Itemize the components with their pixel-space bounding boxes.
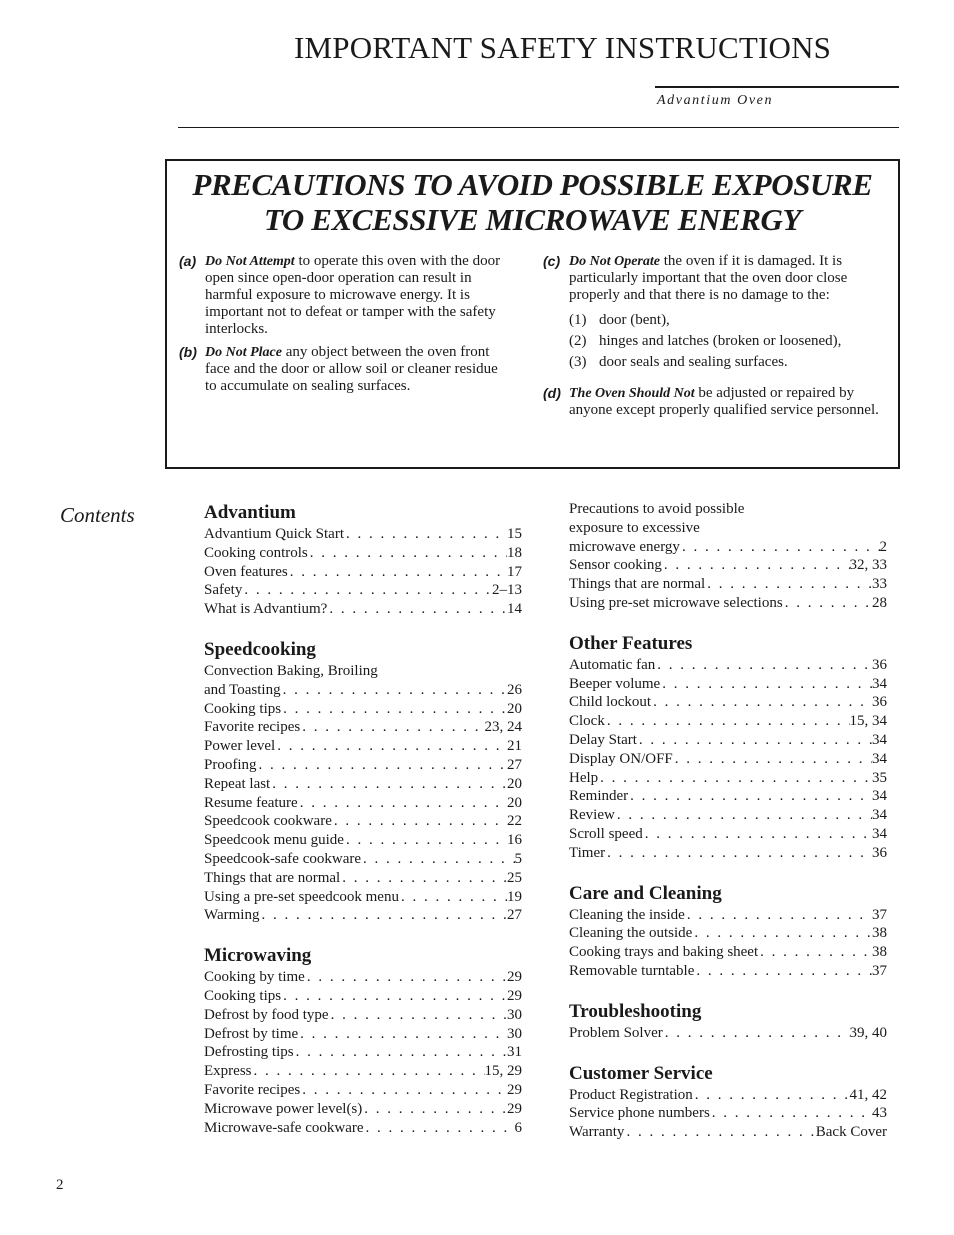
toc-entry xyxy=(204,1081,522,1100)
precautions-title-line2: TO EXCESSIVE MICROWAVE ENERGY xyxy=(263,202,802,237)
toc-entry-page: 30 xyxy=(507,1025,522,1042)
toc-entry-title: Resume feature xyxy=(204,794,298,811)
header-rule-short xyxy=(655,86,899,88)
precautions-title xyxy=(167,167,898,237)
toc-entry-title: Speedcook cookware xyxy=(204,813,332,830)
toc-entry-title: Sensor cooking xyxy=(569,557,662,574)
toc-leader-dots xyxy=(628,787,872,806)
toc-entry xyxy=(204,968,522,987)
toc-entry-page: 32, 33 xyxy=(849,557,887,574)
toc-entry-page: 14 xyxy=(507,601,522,618)
toc-entry-page: 36 xyxy=(872,694,887,711)
precaution-d-lead: The Oven Should Not xyxy=(569,386,695,401)
toc-leader-dots xyxy=(281,681,507,700)
toc-entry-page: 29 xyxy=(507,969,522,986)
toc-leader-dots xyxy=(643,825,872,844)
toc-leader-dots xyxy=(281,700,507,719)
toc-entry-page: 34 xyxy=(872,788,887,805)
toc-leader-dots xyxy=(399,888,507,907)
precaution-a xyxy=(179,253,509,338)
precaution-d xyxy=(543,385,888,419)
toc-section-microwaving xyxy=(204,943,522,1137)
toc-list xyxy=(569,656,887,863)
precaution-c-text: the oven if it is damaged. It is particularly important that the oven door close properly and that there is no damage to the: xyxy=(569,253,848,303)
toc-leader-dots xyxy=(298,1025,507,1044)
toc-entry-page: 34 xyxy=(872,731,887,748)
toc-entry-title: Microwave-safe cookware xyxy=(204,1119,364,1136)
toc-entry-page: 37 xyxy=(872,962,887,979)
toc-entry xyxy=(204,1100,522,1119)
toc-entry xyxy=(569,1024,887,1043)
page-subtitle: Advantium Oven xyxy=(657,93,774,108)
toc-entry-page: 26 xyxy=(507,681,522,698)
precautions-right-column xyxy=(543,253,888,425)
toc-entry-title: Beeper volume xyxy=(569,675,661,692)
toc-entry-title: Cleaning the inside xyxy=(569,906,685,923)
page-number: 2 xyxy=(56,1177,64,1193)
toc-heading: Care and Cleaning xyxy=(569,882,722,904)
toc-entry xyxy=(204,681,522,700)
toc-leader-dots xyxy=(783,594,872,613)
toc-leader-dots xyxy=(242,581,492,600)
toc-entry xyxy=(204,794,522,813)
toc-entry-title: Reminder xyxy=(569,788,629,805)
toc-entry-title: What is Advantium? xyxy=(204,601,328,618)
toc-entry-title: Warming xyxy=(204,907,260,924)
toc-entry xyxy=(204,525,522,544)
toc-leader-dots xyxy=(294,1043,507,1062)
toc-entry-page: 29 xyxy=(507,1100,522,1117)
toc-entry-title: Things that are normal xyxy=(204,869,341,886)
toc-leader-dots xyxy=(275,737,507,756)
toc-entry-page: 34 xyxy=(872,825,887,842)
toc-entry xyxy=(204,544,522,563)
toc-entry-page: 41, 42 xyxy=(849,1086,887,1103)
toc-entry xyxy=(204,906,522,925)
toc-entry xyxy=(204,1043,522,1062)
toc-entry-page: 29 xyxy=(507,1081,522,1098)
toc-entry-page: 36 xyxy=(872,656,887,673)
toc-entry-title: Favorite recipes xyxy=(204,719,301,736)
toc-entry-page: 2–13 xyxy=(492,582,522,599)
toc-entry-page: 15, 29 xyxy=(484,1063,522,1080)
toc-list xyxy=(569,1024,887,1043)
toc-entry-title: Clock xyxy=(569,713,605,730)
toc-entry-page: 34 xyxy=(872,750,887,767)
toc-leader-dots xyxy=(252,1062,485,1081)
toc-heading: Other Features xyxy=(569,632,693,654)
toc-entry-page: 18 xyxy=(507,544,522,561)
toc-entry-page: 2 xyxy=(879,538,887,555)
toc-entry xyxy=(569,712,887,731)
toc-entry-title: Microwave power level(s) xyxy=(204,1100,363,1117)
toc-leader-dots xyxy=(270,775,507,794)
toc-section-microwaving-continued xyxy=(569,500,887,613)
toc-list xyxy=(204,681,522,925)
toc-heading: Customer Service xyxy=(569,1062,713,1084)
toc-entry xyxy=(569,731,887,750)
toc-heading: Speedcooking xyxy=(204,638,316,660)
toc-entry-title: Repeat last xyxy=(204,775,271,792)
toc-entry xyxy=(204,737,522,756)
toc-entry-page: 38 xyxy=(872,925,887,942)
toc-entry-title: Using a pre-set speedcook menu xyxy=(204,888,399,905)
toc-entry-page: 6 xyxy=(514,1119,522,1136)
toc-entry xyxy=(569,594,887,613)
damage-item: (1) door (bent), xyxy=(569,312,670,328)
toc-leader-dots xyxy=(705,575,872,594)
toc-entry-page: 23, 24 xyxy=(484,719,522,736)
toc-leader-dots xyxy=(332,812,507,831)
toc-entry xyxy=(204,756,522,775)
toc-section-speedcooking xyxy=(204,637,522,925)
toc-entry xyxy=(204,1119,522,1138)
toc-entry xyxy=(204,775,522,794)
toc-section-customer-service xyxy=(569,1061,887,1142)
toc-entry-page: 27 xyxy=(507,907,522,924)
toc-entry xyxy=(204,1025,522,1044)
toc-entry-page: 20 xyxy=(507,700,522,717)
toc-section-troubleshooting xyxy=(569,999,887,1043)
toc-entry xyxy=(569,806,887,825)
toc-leader-dots xyxy=(257,756,508,775)
toc-entry-page: 27 xyxy=(507,756,522,773)
toc-leader-dots xyxy=(305,968,507,987)
precautions-box xyxy=(165,159,900,469)
toc-entry-page: 38 xyxy=(872,944,887,961)
toc-entry-title: Problem Solver xyxy=(569,1024,663,1041)
toc-section-advantium xyxy=(204,500,522,619)
toc-leader-dots xyxy=(362,1100,507,1119)
toc-entry-page: 5 xyxy=(514,850,522,867)
toc-leader-dots xyxy=(662,556,850,575)
toc-entry-title: Cooking tips xyxy=(204,987,282,1004)
toc-entry-title: Favorite recipes xyxy=(204,1081,301,1098)
precaution-c-letter: (c) xyxy=(543,253,561,269)
toc-entry-title: microwave energy xyxy=(569,538,680,555)
toc-entry-title: Cooking trays and baking sheet xyxy=(569,944,759,961)
toc-leader-dots xyxy=(605,712,850,731)
toc-entry xyxy=(569,1104,887,1123)
toc-entry xyxy=(569,1086,887,1105)
toc-entry xyxy=(569,769,887,788)
toc-entry xyxy=(569,538,887,557)
toc-entry-title: Speedcook menu guide xyxy=(204,832,344,849)
damage-item: (3) door seals and sealing surfaces. xyxy=(569,354,788,370)
toc-entry-page: 15 xyxy=(507,526,522,542)
toc-entry xyxy=(204,831,522,850)
toc-leader-dots xyxy=(288,563,507,582)
precaution-c xyxy=(543,253,888,373)
toc-leader-dots xyxy=(329,1006,507,1025)
precaution-b xyxy=(179,344,509,395)
toc-entry-page: 36 xyxy=(872,844,887,861)
toc-leader-dots xyxy=(340,869,507,888)
toc-leader-dots xyxy=(308,544,507,563)
toc-entry-title: Cooking controls xyxy=(204,544,308,561)
toc-entry xyxy=(204,850,522,869)
toc-leader-dots xyxy=(327,600,507,619)
toc-entry-page: 33 xyxy=(872,576,887,593)
toc-entry-title: Cooking by time xyxy=(204,969,305,986)
toc-entry-page: 15, 34 xyxy=(849,713,887,730)
toc-entry-title: Warranty xyxy=(569,1124,625,1141)
toc-entry-title: Service phone numbers xyxy=(569,1105,710,1122)
toc-entry xyxy=(569,575,887,594)
toc-leader-dots xyxy=(605,844,872,863)
toc-heading: Advantium xyxy=(204,502,296,523)
damage-item: (2) hinges and latches (broken or loosened), xyxy=(569,333,842,349)
toc-entry-title: Cleaning the outside xyxy=(569,925,693,942)
toc-heading: Microwaving xyxy=(204,945,312,967)
toc-leader-dots xyxy=(361,850,514,869)
toc-entry-title: Child lockout xyxy=(569,694,652,711)
toc-entry-title: Using pre-set microwave selections xyxy=(569,594,783,611)
toc-entry xyxy=(204,700,522,719)
toc-column-left xyxy=(204,500,522,1155)
toc-leader-dots xyxy=(673,750,872,769)
toc-entry-page: 21 xyxy=(507,738,522,755)
toc-entry-title: Display ON/OFF xyxy=(569,750,673,767)
toc-entry-title: Things that are normal xyxy=(569,576,706,593)
toc-leader-dots xyxy=(364,1119,515,1138)
toc-leader-dots xyxy=(651,693,872,712)
toc-entry xyxy=(204,1006,522,1025)
toc-entry-title: Defrost by time xyxy=(204,1025,299,1042)
toc-entry-title: Proofing xyxy=(204,756,257,773)
toc-entry-page: 43 xyxy=(872,1105,887,1122)
toc-leader-dots xyxy=(344,525,507,544)
precaution-d-letter: (d) xyxy=(543,385,561,401)
toc-entry xyxy=(569,962,887,981)
toc-entry-page: 34 xyxy=(872,675,887,692)
toc-entry xyxy=(569,1123,887,1142)
precaution-c-lead: Do Not Operate xyxy=(569,254,660,269)
toc-heading: Troubleshooting xyxy=(569,1000,702,1022)
toc-entry-page: 17 xyxy=(507,563,522,580)
toc-entry-title: Cooking tips xyxy=(204,700,282,717)
toc-entry-text: Convection Baking, Broiling xyxy=(204,662,378,679)
toc-entry xyxy=(569,556,887,575)
toc-list xyxy=(569,1086,887,1142)
toc-list xyxy=(204,968,522,1137)
toc-entry-page: 25 xyxy=(507,869,522,886)
toc-leader-dots xyxy=(663,1024,850,1043)
toc-entry-page: Back Cover xyxy=(815,1124,887,1141)
toc-entry-page: 16 xyxy=(507,832,522,849)
toc-entry-title: Automatic fan xyxy=(569,656,656,673)
toc-leader-dots xyxy=(693,1086,850,1105)
precaution-b-lead: Do Not Place xyxy=(205,345,282,360)
toc-entry xyxy=(204,888,522,907)
toc-entry-page: 28 xyxy=(872,594,887,611)
toc-entry xyxy=(569,906,887,925)
damage-list xyxy=(569,310,888,373)
precaution-a-lead: Do Not Attempt xyxy=(205,254,295,269)
toc-leader-dots xyxy=(259,906,507,925)
toc-entry-page: 31 xyxy=(507,1044,522,1061)
toc-list xyxy=(204,525,522,619)
toc-entry-title: Defrost by food type xyxy=(204,1006,329,1023)
toc-entry-title: Scroll speed xyxy=(569,825,643,842)
toc-entry-page: 39, 40 xyxy=(849,1024,887,1041)
precautions-title-line1: PRECAUTIONS TO AVOID POSSIBLE EXPOSURE xyxy=(192,167,873,202)
toc-section-other-features xyxy=(569,631,887,863)
toc-leader-dots xyxy=(694,962,872,981)
toc-entry xyxy=(204,600,522,619)
toc-entry xyxy=(204,581,522,600)
toc-column-right xyxy=(569,500,887,1160)
toc-entry-page: 22 xyxy=(507,813,522,830)
toc-entry-page: 37 xyxy=(872,906,887,923)
toc-entry-title: Delay Start xyxy=(569,731,637,748)
toc-leader-dots xyxy=(660,675,872,694)
toc-entry-title: Safety xyxy=(204,582,243,599)
precaution-a-letter: (a) xyxy=(179,253,197,269)
toc-entry-text: Precautions to avoid possible xyxy=(569,501,745,517)
toc-leader-dots xyxy=(624,1123,815,1142)
precaution-b-letter: (b) xyxy=(179,344,197,360)
toc-entry-title: Speedcook-safe cookware xyxy=(204,850,362,867)
toc-leader-dots xyxy=(637,731,872,750)
contents-label: Contents xyxy=(60,503,135,527)
precaution-d-text: be adjusted or repaired by anyone except properly qualified service personnel. xyxy=(569,385,879,418)
toc-entry xyxy=(569,943,887,962)
toc-entry xyxy=(569,693,887,712)
header-rule-long xyxy=(178,127,899,128)
toc-entry-title: Review xyxy=(569,807,615,824)
toc-entry xyxy=(204,869,522,888)
toc-entry-page: 19 xyxy=(507,888,522,905)
precaution-b-text: any object between the oven front face and the door or allow soil or cleaner residue to accumulate on sealing surfaces. xyxy=(205,344,498,394)
toc-leader-dots xyxy=(598,769,872,788)
toc-entry-page: 29 xyxy=(507,987,522,1004)
toc-entry-title: Product Registration xyxy=(569,1086,693,1103)
toc-leader-dots xyxy=(680,538,880,557)
toc-entry xyxy=(569,656,887,675)
toc-entry xyxy=(204,987,522,1006)
toc-entry xyxy=(569,675,887,694)
toc-entry xyxy=(569,750,887,769)
toc-entry xyxy=(569,844,887,863)
toc-leader-dots xyxy=(655,656,872,675)
toc-entry-page: 34 xyxy=(872,807,887,824)
toc-list xyxy=(569,906,887,981)
toc-entry-title: Oven features xyxy=(204,563,288,580)
toc-leader-dots xyxy=(281,987,507,1006)
toc-list xyxy=(569,538,887,613)
toc-leader-dots xyxy=(300,1081,507,1100)
toc-entry xyxy=(204,718,522,737)
toc-entry xyxy=(569,924,887,943)
toc-entry-page: 20 xyxy=(507,775,522,792)
toc-leader-dots xyxy=(344,831,507,850)
toc-leader-dots xyxy=(685,906,872,925)
toc-entry-text: exposure to excessive xyxy=(569,519,700,536)
toc-entry-title: Removable turntable xyxy=(569,962,695,979)
toc-leader-dots xyxy=(692,924,872,943)
toc-leader-dots xyxy=(615,806,872,825)
toc-leader-dots xyxy=(710,1104,872,1123)
precautions-left-column xyxy=(179,253,509,401)
toc-section-care-cleaning xyxy=(569,881,887,981)
toc-entry xyxy=(569,787,887,806)
toc-entry-title: Help xyxy=(569,769,599,786)
toc-entry-title: Express xyxy=(204,1063,252,1080)
toc-entry-page: 30 xyxy=(507,1006,522,1023)
toc-entry-page: 20 xyxy=(507,794,522,811)
toc-entry-title: and Toasting xyxy=(204,681,281,698)
toc-leader-dots xyxy=(758,943,872,962)
toc-entry xyxy=(204,563,522,582)
toc-entry xyxy=(204,812,522,831)
toc-entry-page: 35 xyxy=(872,769,887,786)
toc-entry-title: Advantium Quick Start xyxy=(204,526,344,542)
toc-entry xyxy=(204,1062,522,1081)
toc-entry-title: Power level xyxy=(204,738,276,755)
precaution-a-text: to operate this oven with the door open since open-door operation can result in harmful exposure to microwave energy. It is important not to defeat or tamper with the safety interlocks. xyxy=(205,253,501,337)
toc-entry-title: Defrosting tips xyxy=(204,1044,294,1061)
toc-leader-dots xyxy=(298,794,507,813)
toc-entry xyxy=(569,825,887,844)
toc-leader-dots xyxy=(300,718,484,737)
page-title: IMPORTANT SAFETY INSTRUCTIONS xyxy=(294,30,832,65)
toc-entry-title: Timer xyxy=(569,844,606,861)
